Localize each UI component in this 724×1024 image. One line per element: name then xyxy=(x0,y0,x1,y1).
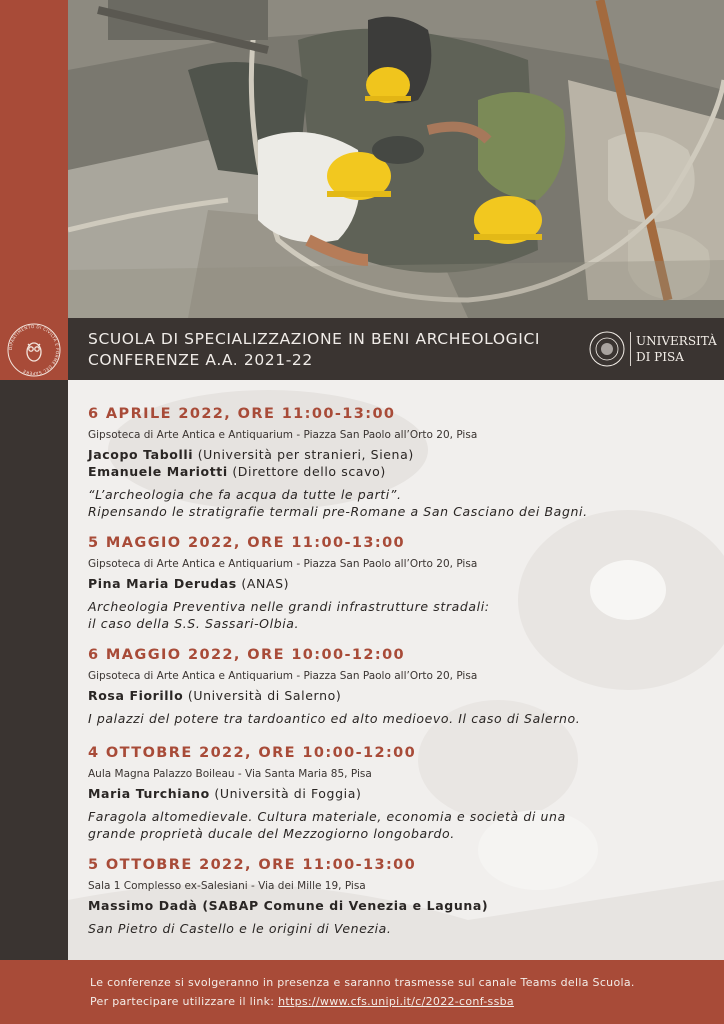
header-banner xyxy=(68,318,724,380)
event-speaker xyxy=(88,575,718,592)
footer-link-prefix: Per partecipare utilizzare il link: xyxy=(90,995,279,1008)
footer xyxy=(0,960,724,1024)
department-seal-logo xyxy=(6,322,62,378)
university-name-line2: DI PISA xyxy=(636,350,684,364)
conference-subtitle: CONFERENZE A.A. 2021-22 xyxy=(88,351,313,369)
speaker-name: Pina Maria Derudas xyxy=(88,576,237,591)
speaker-name: Jacopo Tabolli xyxy=(88,447,194,462)
speaker-name: Massimo Dadà (SABAP Comune di Venezia e Laguna) xyxy=(88,898,489,913)
event-title xyxy=(88,920,718,937)
event-date: 6 MAGGIO 2022, ORE 10:00-12:00 xyxy=(88,647,406,663)
event-1 xyxy=(88,406,718,520)
event-venue: Aula Magna Palazzo Boileau - Via Santa Maria 85, Pisa xyxy=(88,768,372,780)
speaker-affiliation: (Università di Salerno) xyxy=(183,688,342,703)
speaker-name: Rosa Fiorillo xyxy=(88,688,184,703)
event-venue: Gipsoteca di Arte Antica e Antiquarium - Piazza San Paolo all’Orto 20, Pisa xyxy=(88,558,478,570)
event-title-line: grande proprietà ducale del Mezzogiorno longobardo. xyxy=(88,826,455,841)
school-title: SCUOLA DI SPECIALIZZAZIONE IN BENI ARCHEOLOGICI xyxy=(88,330,541,348)
teams-link[interactable]: https://www.cfs.unipi.it/c/2022-conf-ssba xyxy=(278,995,514,1008)
event-title xyxy=(88,598,718,632)
event-title-line: il caso della S.S. Sassari-Olbia. xyxy=(88,616,300,631)
speaker-name: Maria Turchiano xyxy=(88,786,210,801)
event-date: 5 MAGGIO 2022, ORE 11:00-13:00 xyxy=(88,535,406,551)
event-speaker xyxy=(88,463,718,480)
event-venue: Gipsoteca di Arte Antica e Antiquarium - Piazza San Paolo all’Orto 20, Pisa xyxy=(88,670,478,682)
event-title xyxy=(88,486,718,520)
owl-icon xyxy=(27,343,41,361)
events-section xyxy=(68,380,724,960)
event-2 xyxy=(88,535,718,632)
event-4 xyxy=(88,745,718,842)
event-date: 6 APRILE 2022, ORE 11:00-13:00 xyxy=(88,406,396,422)
event-title xyxy=(88,808,718,842)
event-5 xyxy=(88,857,718,937)
speaker-affiliation: (ANAS) xyxy=(236,576,290,591)
event-title xyxy=(88,710,718,727)
excavation-photo xyxy=(68,0,724,318)
event-speaker xyxy=(88,897,718,914)
event-title-line: Ripensando le stratigrafie termali pre-Romane a San Casciano dei Bagni. xyxy=(88,504,588,519)
event-title-line: Archeologia Preventiva nelle grandi infrastrutture stradali: xyxy=(88,599,490,614)
event-venue: Sala 1 Complesso ex-Salesiani - Via dei Mille 19, Pisa xyxy=(88,880,366,892)
university-name-line1: UNIVERSITÀ xyxy=(636,334,717,348)
footer-link-line xyxy=(90,995,514,1008)
speaker-affiliation: (Direttore dello scavo) xyxy=(227,464,386,479)
event-3 xyxy=(88,647,718,727)
left-dark-strip xyxy=(0,380,68,960)
footer-notice: Le conferenze si svolgeranno in presenza e saranno trasmesse sul canale Teams della Scuola. xyxy=(90,976,635,989)
event-title-line: “L’archeologia che fa acqua da tutte le parti”. xyxy=(88,487,402,502)
event-speaker xyxy=(88,446,718,463)
event-date: 4 OTTOBRE 2022, ORE 10:00-12:00 xyxy=(88,745,417,761)
logo-divider xyxy=(630,332,631,366)
university-seal-icon xyxy=(588,330,626,368)
department-seal-text: DIPARTIMENTO DI CIVILTÀ E FORME DEL SAPERE xyxy=(7,323,61,377)
event-title-line: I palazzi del potere tra tardoantico ed alto medioevo. Il caso di Salerno. xyxy=(88,711,581,726)
event-title-line: Faragola altomedievale. Cultura materiale, economia e società di una xyxy=(88,809,566,824)
event-speaker xyxy=(88,785,718,802)
university-logo xyxy=(588,328,718,372)
speaker-affiliation: (Università di Foggia) xyxy=(209,786,362,801)
event-title-line: San Pietro di Castello e le origini di Venezia. xyxy=(88,921,392,936)
event-venue: Gipsoteca di Arte Antica e Antiquarium - Piazza San Paolo all’Orto 20, Pisa xyxy=(88,429,478,441)
speaker-affiliation: (Università per stranieri, Siena) xyxy=(193,447,414,462)
event-date: 5 OTTOBRE 2022, ORE 11:00-13:00 xyxy=(88,857,417,873)
event-speaker xyxy=(88,687,718,704)
speaker-name: Emanuele Mariotti xyxy=(88,464,228,479)
